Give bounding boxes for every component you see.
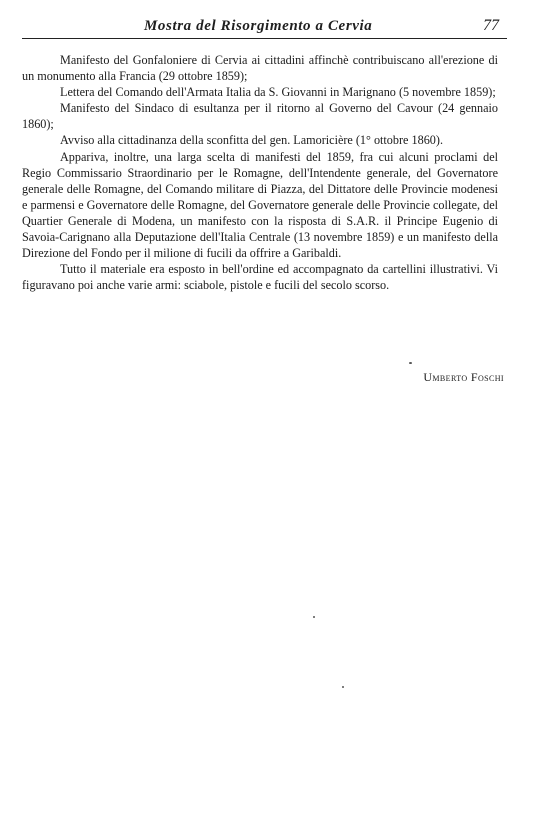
body-text	[22, 52, 498, 293]
page-number: 77	[483, 17, 499, 34]
paragraph-manifesto-sindaco: Manifesto del Sindaco di esultanza per il ritorno al Governo del Cavour (24 gennaio 1860);	[22, 101, 498, 132]
paragraph-manifesto-gonfaloniere: Manifesto del Gonfaloniere di Cervia ai cittadini affinchè contribuiscano all'erezione di un monumento alla Francia (29 ottobre 1859);	[22, 53, 498, 84]
paragraph-materiale-esposto: Tutto il materiale era esposto in bell'ordine ed accompagnato da cartellini illustrativi. Vi figuravano poi anche varie armi: sciabole, pistole e fucili del secolo scorso.	[22, 262, 498, 293]
paper-speck	[313, 616, 315, 618]
paragraph-avviso-cittadinanza: Avviso alla cittadinanza della sconfitta del gen. Lamoricière (1° ottobre 1860).	[60, 133, 443, 148]
paper-speck	[342, 686, 344, 688]
running-title: Mostra del Risorgimento a Cervia	[144, 18, 373, 34]
author-signature: Umberto Foschi	[423, 370, 504, 384]
paragraph-manifesti-1859: Appariva, inoltre, una larga scelta di manifesti del 1859, fra cui alcuni proclami del Regio Commissario Straordinario per le Romagne, dell'Intendente generale, del Governatore generale delle Romagne, del Comando militare di Piazza, del Dittatore delle Provincie modenesi e parmensi e Governatore delle Romagne, del Governatore generale delle Provincie collegate, del Quartier Generale di Modena, un manifesto con la risposta di S.A.R. il Principe Eugenio di Savoia-Carignano alla Deputazione dell'Italia Centrale (13 novembre 1859) e un manifesto della Direzione del Fondo per il milione di fucili da offrire a Garibaldi.	[22, 149, 498, 261]
paper-speck	[409, 362, 412, 364]
running-header	[22, 14, 507, 39]
paragraph-lettera-comando: Lettera del Comando dell'Armata Italia da S. Giovanni in Marignano (5 novembre 1859);	[60, 85, 496, 100]
